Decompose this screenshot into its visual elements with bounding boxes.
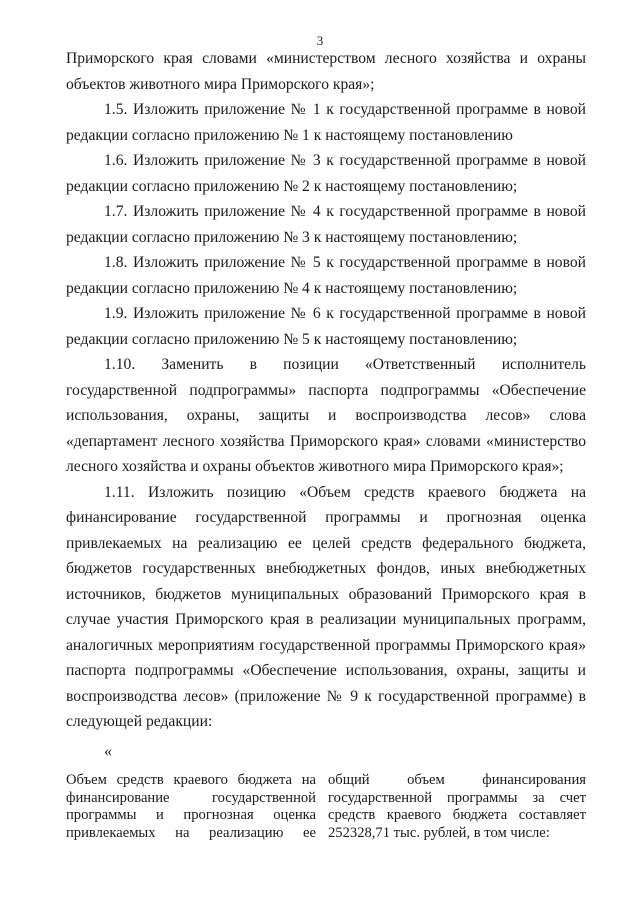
paragraph-1-11: 1.11. Изложить позицию «Объем средств краевого бюджета на финансирование государственной программы и прогнозная оценка привлекаемых на реализацию ее целей средств федерального бюджета, бюджетов государственных внебюджетных фондов, иных внебюджетных источников, бюджетов муниципальных образований Приморского края в случае участия Приморского края в реализации муниципальных программ, аналогичных мероприятиям государственной программы Приморского края» паспорта подпрограммы «Обеспечение использования, охраны, защиты и воспроизводства лесов» (приложение № 9 к государственной программе) в следующей редакции:	[66, 483, 586, 730]
opening-quote-mark: «	[104, 743, 112, 760]
table-cell-value: общий объем финансирования государственной программы за счет средств краевого бюджета составляет 252328,71 тыс. рублей, в том числе:	[328, 772, 586, 841]
table-cell-label: Объем средств краевого бюджета на финансирование государственной программы и прогнозная оценка привлекаемых на реализацию ее	[66, 772, 316, 841]
paragraph-1-6: 1.6. Изложить приложение № 3 к государственной программе в новой редакции согласно приложению № 2 к настоящему постановлению;	[66, 152, 586, 195]
paragraph-1-8: 1.8. Изложить приложение № 5 к государственной программе в новой редакции согласно приложению № 4 к настоящему постановлению;	[66, 254, 586, 297]
paragraph-continuation: Приморского края словами «министерством лесного хозяйства и охраны объектов животного мира Приморского края»;	[66, 50, 586, 93]
paragraph-1-9: 1.9. Изложить приложение № 6 к государственной программе в новой редакции согласно приложению № 5 к настоящему постановлению;	[66, 305, 586, 348]
paragraph-1-10: 1.10. Заменить в позиции «Ответственный исполнитель государственной подпрограммы» паспорта подпрограммы «Обеспечение использования, охраны, защиты и воспроизводства лесов» слова «департамент лесного хозяйства Приморского края» словами «министерство лесного хозяйства и охраны объектов животного мира Приморского края»;	[66, 356, 586, 475]
document-body	[66, 46, 586, 735]
page-number: 3	[316, 33, 324, 48]
paragraph-1-7: 1.7. Изложить приложение № 4 к государственной программе в новой редакции согласно приложению № 3 к настоящему постановлению;	[66, 203, 586, 246]
passport-table-row	[66, 772, 586, 842]
paragraph-1-5: 1.5. Изложить приложение № 1 к государственной программе в новой редакции согласно приложению № 1 к настоящему постановлению	[66, 101, 586, 144]
